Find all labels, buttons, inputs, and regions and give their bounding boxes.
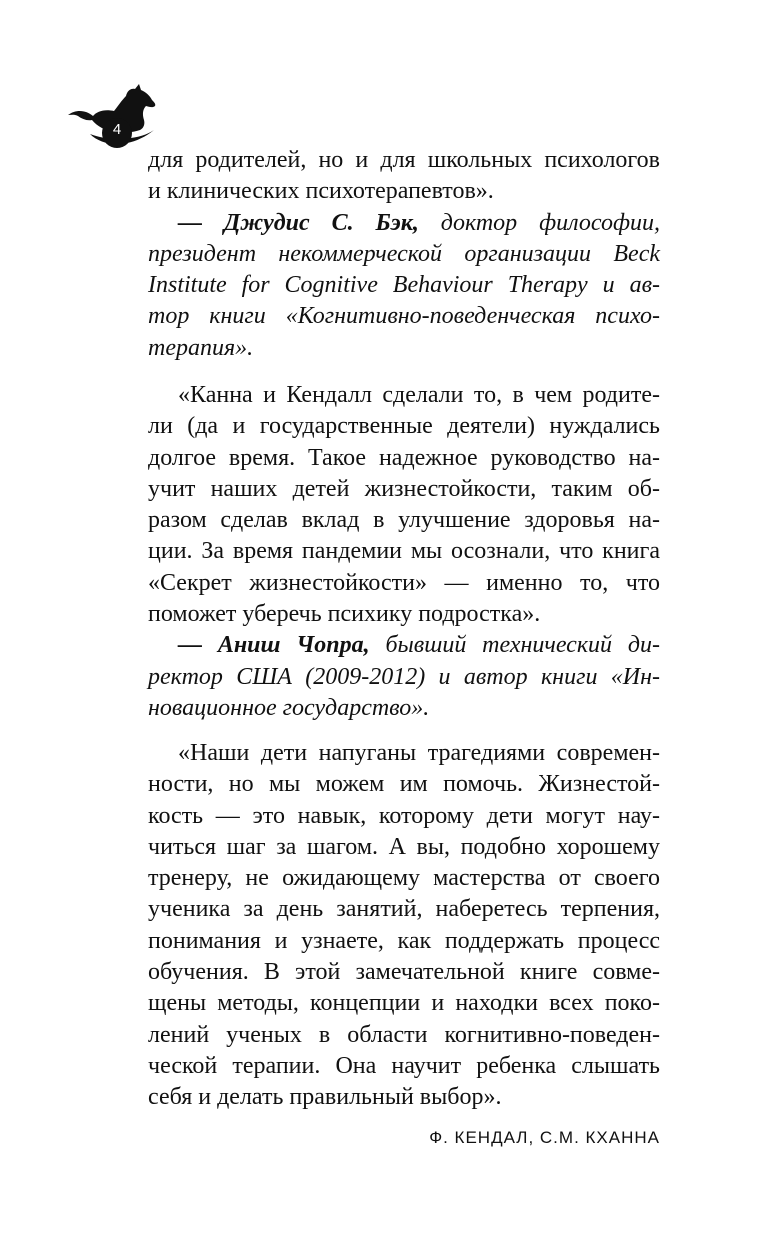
attribution-line: Institute for Cognitive Behaviour Therapy и ав- [148, 272, 660, 299]
attribution-line: терапия». [148, 334, 254, 361]
attribution-text: бывший технический ди- [385, 632, 661, 659]
text-line: себя и делать правильный выбор». [148, 1084, 502, 1111]
text-line: разом сделав вклад в улучшение здоровья на- [148, 507, 660, 534]
attribution-name: Джудис С. Бэк, [223, 209, 419, 236]
text-line: ности, но мы можем им помочь. Жизнестой- [148, 771, 660, 798]
attribution-dash: — [178, 209, 202, 236]
quote-block-3 [148, 738, 660, 1114]
attribution-line [148, 208, 660, 239]
text-line: учит наших детей жизнестойкости, таким об- [148, 475, 660, 502]
text-line: ли (да и государственные деятели) нуждались [148, 413, 660, 440]
text-line: и клинических психотерапевтов». [148, 178, 494, 205]
text-line: обучения. В этой замечательной книге совме- [148, 959, 660, 986]
attribution-dash: — [178, 632, 202, 659]
quote-block-2 [148, 380, 660, 724]
text-line: лений ученых в области когнитивно-поведен- [148, 1021, 660, 1048]
text-line: «Наши дети напуганы трагедиями современ- [178, 740, 660, 766]
running-footer-authors: Ф. КЕНДАЛ, С.М. КХАННА [429, 1128, 660, 1147]
attribution-text: доктор философии, [440, 209, 660, 236]
rocking-horse-logo-icon [62, 78, 162, 158]
text-line: кость — это навык, которому дети могут нау- [148, 802, 660, 829]
text-line: ции. За время пандемии мы осознали, что книга [148, 538, 660, 565]
attribution-line: президент некоммерческой организации Beck [148, 240, 660, 267]
text-line: «Секрет жизнестойкости» — именно то, что [148, 569, 660, 596]
page-number: 4 [112, 121, 122, 138]
quote-block-1 [148, 145, 660, 364]
attribution-line [148, 630, 660, 661]
text-line: тренеру, не ожидающему мастерства от своего [148, 865, 660, 892]
attribution-name: Аниш Чопра, [217, 632, 370, 659]
text-line: понимания и узнаете, как поддержать процесс [148, 927, 660, 954]
text-line: ученика за день занятий, наберетесь терпения, [148, 896, 660, 923]
text-line: щены методы, концепции и находки всех поко- [148, 990, 660, 1017]
attribution-line: тор книги «Когнитивно-поведенческая психо- [148, 303, 660, 330]
text-line: читься шаг за шагом. А вы, подобно хорошему [148, 833, 660, 860]
attribution-line: ректор США (2009-2012) и автор книги «Ин- [148, 663, 660, 690]
text-line: для родителей, но и для школьных психологов [148, 147, 660, 173]
attribution-line: новационное государство». [148, 694, 430, 721]
text-line: поможет уберечь психику подростка». [148, 601, 541, 628]
text-line: долгое время. Такое надежное руководство на- [148, 444, 660, 471]
text-line: «Канна и Кендалл сделали то, в чем родите- [178, 382, 660, 408]
text-line: ческой терапии. Она научит ребенка слышать [148, 1052, 660, 1079]
